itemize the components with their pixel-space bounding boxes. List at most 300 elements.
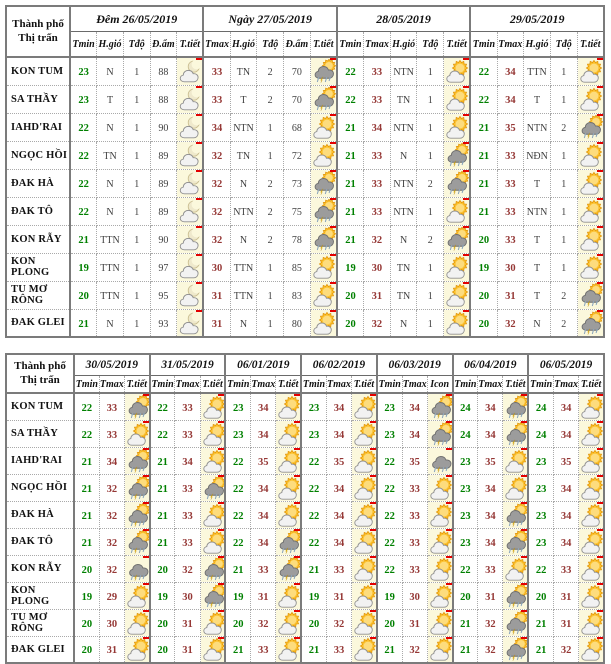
tmin-cell — [337, 309, 364, 337]
hum-value: 80 — [291, 318, 302, 330]
tmax-value: 33 — [258, 645, 269, 657]
sun-rain-storm-icon — [503, 395, 528, 419]
moon-cloud-icon — [177, 255, 203, 279]
sun-cloud-icon — [578, 227, 604, 251]
hum-value: 90 — [158, 235, 169, 246]
tmax-value: 35 — [485, 456, 496, 468]
table-row — [6, 420, 604, 447]
lvl-value: 1 — [134, 318, 140, 330]
tmax-cell — [251, 393, 276, 420]
tmin-cell — [470, 309, 497, 337]
date-group-header: 30/05/2019 — [74, 354, 150, 376]
sun-cloud-icon — [201, 503, 226, 527]
tmax-cell — [497, 85, 524, 113]
sun-cloud-icon — [201, 637, 226, 661]
tmax-cell — [497, 253, 524, 281]
tmin-value: 21 — [384, 645, 395, 657]
tmax-cell — [251, 528, 276, 555]
tmin-value: 21 — [78, 235, 89, 246]
tmax-value: 33 — [182, 510, 193, 522]
row-name: ĐAK GLEI — [6, 309, 70, 337]
tmax-cell — [478, 555, 503, 582]
sun-cloud-icon — [578, 87, 604, 111]
hum-cell — [150, 225, 177, 253]
tmin-value: 22 — [384, 483, 395, 495]
tmax-cell — [251, 501, 276, 528]
tmax-cell — [364, 169, 391, 197]
tmax-value: 32 — [106, 564, 118, 576]
tmax-value: 30 — [182, 591, 193, 603]
moon-cloud-icon — [177, 59, 203, 83]
tmax-cell — [364, 309, 391, 337]
tmax-cell — [175, 582, 200, 609]
tmax-value: 33 — [211, 95, 223, 106]
column-header: T.tiết — [276, 376, 301, 394]
tmin-value: 23 — [384, 402, 395, 414]
wind-cell — [230, 85, 257, 113]
sun-cloud-icon — [276, 637, 301, 661]
wind-value: N — [106, 67, 114, 79]
tmin-value: 21 — [81, 456, 93, 468]
tmin-cell — [74, 420, 99, 447]
tmin-cell — [301, 393, 326, 420]
wind-value: TTN — [100, 291, 120, 302]
sun-cloud-icon — [352, 422, 377, 446]
table-row — [6, 447, 604, 474]
tmax-value: 34 — [333, 429, 345, 441]
tmax-cell — [553, 501, 578, 528]
lvl-cell — [257, 169, 284, 197]
sun-rain-storm-icon — [428, 395, 453, 419]
weather-icon-cell — [577, 57, 604, 85]
tmax-cell — [553, 474, 578, 501]
column-header: Tđộ — [123, 32, 150, 58]
tmax-value: 33 — [106, 402, 118, 414]
column-header: Tmax — [497, 32, 524, 58]
tmax-value: 31 — [333, 591, 345, 603]
tmin-cell — [470, 141, 497, 169]
tmax-value: 33 — [182, 537, 193, 549]
weather-icon-cell — [177, 253, 204, 281]
row-name: IAHD'RAI — [6, 113, 70, 141]
weather-icon-cell — [200, 636, 225, 663]
sun-cloud-icon — [579, 449, 604, 473]
tmin-value: 21 — [345, 179, 356, 190]
tmin-cell — [528, 501, 553, 528]
tmin-value: 21 — [157, 483, 168, 495]
table-row — [6, 225, 604, 253]
tmax-value: 34 — [333, 402, 345, 414]
column-header: Icon — [427, 376, 452, 394]
column-header: Tmax — [553, 376, 578, 394]
tmax-cell — [553, 447, 578, 474]
sun-cloud-icon — [311, 255, 337, 279]
tmin-cell — [528, 582, 553, 609]
lvl-value: 1 — [267, 151, 273, 162]
row-name: ĐAK HÀ — [6, 501, 74, 528]
wind-value: T — [533, 235, 541, 246]
weather-icon-cell — [177, 169, 204, 197]
tmax-cell — [497, 197, 524, 225]
sun-cloud-icon — [579, 557, 604, 581]
tmax-cell — [175, 555, 200, 582]
tmax-value: 33 — [371, 67, 383, 79]
weather-icon-cell — [352, 393, 377, 420]
column-header: H.gió — [97, 32, 124, 58]
lvl-value: 1 — [134, 263, 140, 274]
wind-cell — [97, 281, 124, 309]
tmin-cell — [70, 169, 97, 197]
wind-value: NTN — [233, 207, 254, 218]
tmin-cell — [70, 281, 97, 309]
tmin-value: 19 — [81, 591, 93, 603]
wind-cell — [97, 253, 124, 281]
tmin-value: 23 — [460, 510, 471, 522]
column-header: Tmax — [175, 376, 200, 394]
tmax-cell — [364, 281, 391, 309]
lvl-value: 1 — [561, 207, 567, 218]
table-row — [6, 57, 604, 85]
weather-icon-cell — [200, 555, 225, 582]
tmin-cell — [337, 141, 364, 169]
tmax-cell — [497, 309, 524, 337]
weather-icon-cell — [310, 197, 337, 225]
column-header: Tmin — [470, 32, 497, 58]
wind-cell — [230, 197, 257, 225]
sun-cloud-icon — [444, 199, 470, 223]
weather-icon-cell — [352, 555, 377, 582]
column-header: Tmax — [364, 32, 391, 58]
wind-cell — [390, 141, 417, 169]
tmax-value: 34 — [505, 67, 516, 79]
tmax-cell — [251, 555, 276, 582]
lvl-cell — [550, 85, 577, 113]
lvl-cell — [123, 113, 150, 141]
tmin-value: 21 — [233, 645, 244, 657]
wind-cell — [230, 281, 257, 309]
wind-value: TN — [396, 263, 411, 274]
hum-cell — [150, 85, 177, 113]
weather-icon-cell — [276, 447, 301, 474]
moon-cloud-icon — [177, 199, 203, 223]
wind-value: NĐN — [526, 151, 548, 162]
tmin-value: 23 — [233, 402, 244, 414]
hum-cell — [284, 225, 311, 253]
tmax-value: 33 — [409, 483, 420, 495]
column-header: H.gió — [230, 32, 257, 58]
row-name: ĐAK HÀ — [6, 169, 70, 197]
tmin-cell — [377, 474, 402, 501]
tmax-cell — [364, 253, 391, 281]
tmax-cell — [251, 636, 276, 663]
sun-cloud-icon — [311, 283, 337, 307]
tmax-cell — [364, 113, 391, 141]
column-header: T.tiết — [577, 32, 604, 58]
tmin-cell — [470, 281, 497, 309]
tmin-value: 22 — [535, 564, 547, 576]
tmax-value: 34 — [409, 402, 420, 414]
tmax-cell — [553, 582, 578, 609]
row-name: SA THẦY — [6, 85, 70, 113]
tmin-value: 21 — [308, 645, 320, 657]
wind-cell — [390, 309, 417, 337]
tmax-cell — [326, 555, 351, 582]
hum-value: 93 — [158, 318, 169, 330]
hum-cell — [150, 57, 177, 85]
date-group-header: 06/04/2019 — [453, 354, 529, 376]
weather-icon-cell — [579, 555, 604, 582]
lvl-cell — [123, 57, 150, 85]
tmin-cell — [225, 474, 250, 501]
weather-icon-cell — [444, 309, 471, 337]
tmax-value: 34 — [258, 537, 269, 549]
wind-value: TTN — [100, 235, 120, 246]
sun-cloud-icon — [276, 584, 301, 608]
column-header: T.tiết — [177, 32, 204, 58]
corner-header — [6, 6, 70, 57]
tmax-cell — [175, 609, 200, 636]
lvl-cell — [257, 225, 284, 253]
column-header: Tmin — [337, 32, 364, 58]
tmin-cell — [337, 113, 364, 141]
tmax-cell — [364, 85, 391, 113]
tmax-cell — [497, 57, 524, 85]
date-group-header: 29/05/2019 — [470, 6, 604, 32]
column-header: Tmin — [453, 376, 478, 394]
tmin-value: 22 — [78, 207, 89, 218]
wind-cell — [524, 225, 551, 253]
tmin-value: 21 — [157, 537, 168, 549]
sun-cloud-icon — [201, 611, 226, 635]
date-group-header: 31/05/2019 — [150, 354, 226, 376]
tmax-cell — [203, 309, 230, 337]
tmax-value: 34 — [258, 429, 269, 441]
tmax-value: 33 — [333, 645, 345, 657]
wind-cell — [524, 85, 551, 113]
wind-value: N — [399, 318, 408, 330]
tmin-value: 23 — [535, 456, 547, 468]
tmax-value: 35 — [258, 456, 269, 468]
sun-cloud-icon — [311, 115, 337, 139]
tmin-cell — [150, 420, 175, 447]
tmin-cell — [453, 609, 478, 636]
hum-value: 89 — [158, 151, 169, 162]
tmax-cell — [553, 636, 578, 663]
weather-icon-cell — [310, 309, 337, 337]
sun-cloud-icon — [578, 143, 604, 167]
tmin-cell — [470, 197, 497, 225]
tmax-cell — [203, 253, 230, 281]
tmin-value: 22 — [78, 123, 89, 134]
weather-icon-cell — [276, 501, 301, 528]
wind-value: TTN — [527, 67, 547, 79]
row-name: NGỌC HỒI — [6, 474, 74, 501]
tmin-cell — [225, 636, 250, 663]
lvl-cell — [123, 309, 150, 337]
wind-value: N — [239, 179, 248, 190]
tmin-value: 21 — [81, 537, 93, 549]
tmax-value: 34 — [560, 483, 572, 495]
tmin-value: 21 — [233, 564, 244, 576]
tmax-value: 33 — [371, 179, 383, 190]
lvl-cell — [417, 197, 444, 225]
weather-icon-cell — [577, 169, 604, 197]
tmax-cell — [478, 501, 503, 528]
forecast-table-detailed — [5, 5, 605, 338]
weather-icon-cell — [124, 447, 149, 474]
column-header: T.tiết — [503, 376, 528, 394]
sun-cloud-icon — [428, 584, 453, 608]
tmin-cell — [377, 609, 402, 636]
column-header: Tmax — [478, 376, 503, 394]
sun-rain-storm-icon — [503, 584, 528, 608]
tmax-value: 31 — [211, 318, 223, 330]
tmin-cell — [470, 85, 497, 113]
tmin-cell — [301, 636, 326, 663]
wind-value: NTN — [393, 67, 414, 79]
wind-cell — [390, 113, 417, 141]
tmax-value: 30 — [211, 263, 223, 274]
wind-cell — [230, 225, 257, 253]
hum-value: 89 — [158, 179, 169, 190]
wind-value: T — [240, 95, 247, 106]
sun-cloud-icon — [578, 255, 604, 279]
tmin-value: 20 — [384, 618, 395, 630]
tmin-value: 21 — [345, 151, 356, 162]
tmin-cell — [470, 57, 497, 85]
tmin-cell — [377, 582, 402, 609]
column-header: T.tiết — [352, 376, 377, 394]
tmax-cell — [402, 447, 427, 474]
tmin-cell — [70, 253, 97, 281]
sun-cloud-icon — [444, 311, 470, 335]
tmin-value: 22 — [78, 179, 89, 190]
tmin-cell — [70, 57, 97, 85]
lvl-value: 1 — [427, 263, 433, 274]
lvl-cell — [550, 309, 577, 337]
tmax-cell — [402, 582, 427, 609]
weather-icon-cell — [177, 309, 204, 337]
sun-cloud-icon — [579, 476, 604, 500]
tmax-cell — [364, 57, 391, 85]
weather-icon-cell — [503, 555, 528, 582]
tmin-value: 20 — [81, 618, 93, 630]
hum-cell — [284, 169, 311, 197]
sun-cloud-icon — [579, 503, 604, 527]
sun-cloud-icon — [428, 611, 453, 635]
weather-icon-cell — [427, 609, 452, 636]
weather-icon-cell — [276, 393, 301, 420]
moon-cloud-icon — [177, 171, 203, 195]
sun-cloud-icon — [352, 584, 377, 608]
sun-rain-storm-icon — [201, 584, 226, 608]
tmin-cell — [74, 582, 99, 609]
lvl-value: 1 — [427, 123, 433, 134]
tmin-cell — [453, 474, 478, 501]
row-name: SA THẦY — [6, 420, 74, 447]
tmin-cell — [301, 528, 326, 555]
lvl-cell — [550, 141, 577, 169]
weather-icon-cell — [577, 197, 604, 225]
lvl-value: 1 — [134, 95, 140, 106]
tmin-cell — [301, 555, 326, 582]
tmin-value: 19 — [345, 263, 356, 274]
table-row — [6, 197, 604, 225]
sun-cloud-icon — [428, 557, 453, 581]
sun-rain-storm-icon — [276, 530, 301, 554]
weather-icon-cell — [177, 85, 204, 113]
weather-icon-cell — [503, 420, 528, 447]
tmin-value: 20 — [78, 291, 89, 302]
tmin-value: 24 — [535, 402, 547, 414]
wind-value: NTN — [233, 123, 254, 134]
tmin-value: 21 — [478, 207, 490, 218]
tmax-value: 32 — [333, 618, 345, 630]
lvl-cell — [123, 253, 150, 281]
table-row — [6, 281, 604, 309]
row-name: IAHD'RAI — [6, 447, 74, 474]
tmin-cell — [225, 447, 250, 474]
tmin-cell — [301, 420, 326, 447]
tmax-value: 34 — [333, 537, 345, 549]
weather-icon-cell — [427, 582, 452, 609]
weather-icon-cell — [427, 420, 452, 447]
wind-cell — [524, 197, 551, 225]
column-header: Tmax — [99, 376, 124, 394]
weather-icon-cell — [310, 57, 337, 85]
tmin-value: 22 — [78, 151, 89, 162]
table-row — [6, 393, 604, 420]
tmax-cell — [203, 225, 230, 253]
sun-cloud-icon — [444, 255, 470, 279]
lvl-value: 1 — [134, 179, 140, 190]
tmax-value: 31 — [560, 618, 572, 630]
tmax-value: 33 — [371, 151, 383, 162]
tmin-cell — [150, 474, 175, 501]
sun-cloud-icon — [201, 422, 226, 446]
tmin-value: 22 — [81, 402, 93, 414]
tmax-cell — [402, 474, 427, 501]
tmax-cell — [99, 582, 124, 609]
column-header: Tmax — [326, 376, 351, 394]
wind-value: NTN — [393, 179, 414, 190]
corner-line-1: Thành phố — [12, 17, 64, 30]
sun-cloud-icon — [276, 611, 301, 635]
column-header: Tmax — [203, 32, 230, 58]
hum-cell — [150, 281, 177, 309]
sun-rain-storm-icon — [311, 199, 337, 223]
weather-icon-cell — [352, 447, 377, 474]
sun-cloud-icon — [503, 476, 528, 500]
sun-rain-storm-icon — [503, 530, 528, 554]
row-name: KON TUM — [6, 57, 70, 85]
tmin-value: 22 — [233, 510, 244, 522]
weather-icon-cell — [503, 582, 528, 609]
tmax-value: 33 — [505, 151, 516, 162]
lvl-cell — [123, 281, 150, 309]
moon-cloud-icon — [177, 227, 203, 251]
weather-icon-cell — [579, 393, 604, 420]
wind-cell — [97, 169, 124, 197]
tmax-value: 33 — [182, 483, 193, 495]
rain-cloud-icon — [428, 449, 453, 473]
sun-rain-storm-icon — [503, 503, 528, 527]
tmin-cell — [453, 555, 478, 582]
wind-cell — [230, 113, 257, 141]
date-group-header: Ngày 27/05/2019 — [203, 6, 336, 32]
tmin-value: 23 — [384, 429, 395, 441]
wind-cell — [97, 225, 124, 253]
